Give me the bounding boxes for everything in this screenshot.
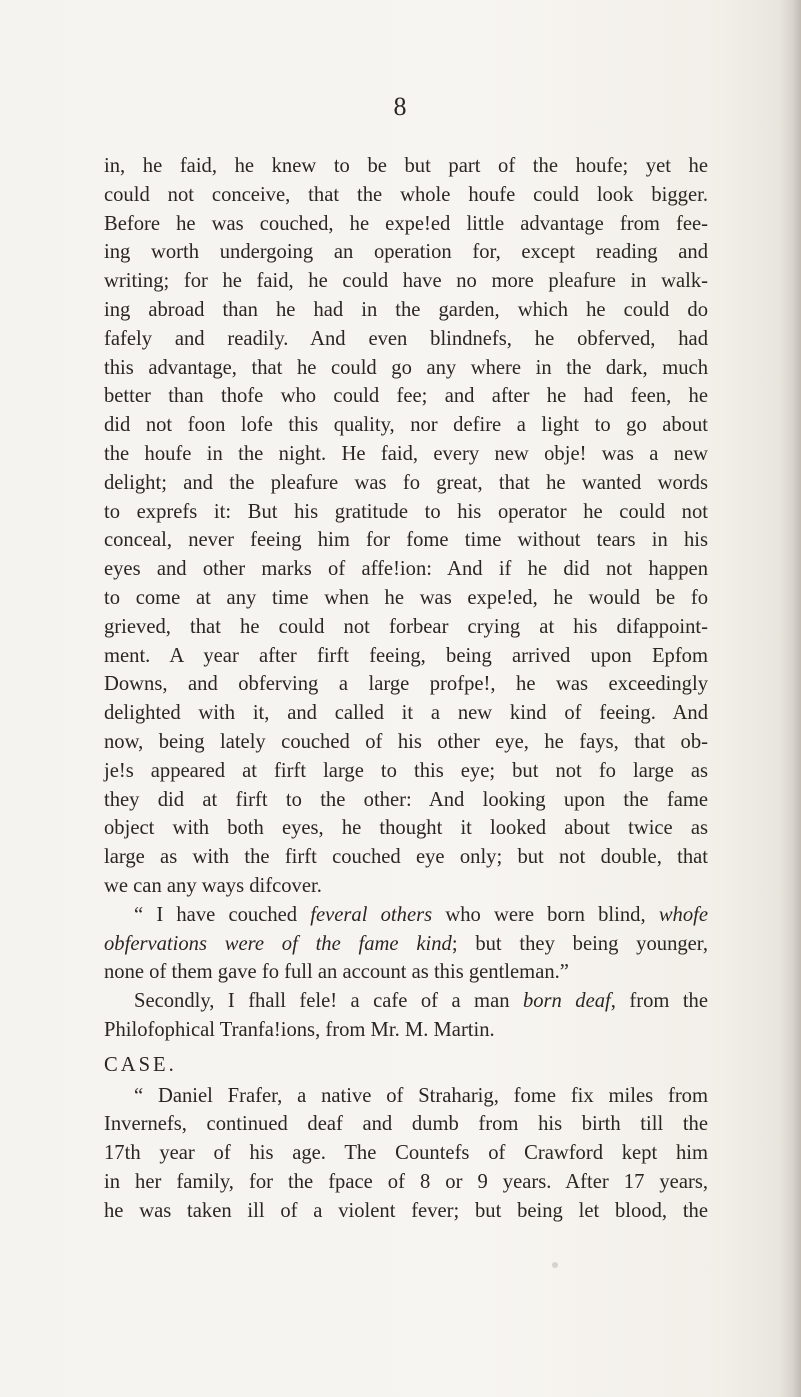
- italic-text: feveral others: [310, 903, 433, 926]
- text-line: this advantage, that he could go any where in the dark, much: [104, 356, 708, 379]
- text-line: we can any ways difcover.: [104, 874, 322, 897]
- paragraph-3: [104, 987, 708, 1045]
- text-line: ing worth undergoing an operation for, except reading and: [104, 241, 708, 264]
- text-line: in, he faid, he knew to be but part of the houfe; yet he: [104, 155, 708, 177]
- paragraph-2: [104, 901, 708, 987]
- text-line: he was taken ill of a violent fever; but being let blood, the: [104, 1199, 708, 1222]
- text-line: Downs, and obferving a large profpeǃ, he was exceedingly: [104, 673, 708, 696]
- text-line: the houfe in the night. He faid, every new objeǃ was a new: [104, 442, 708, 465]
- text-line: writing; for he faid, he could have no more pleafure in walk-: [104, 270, 708, 293]
- text-line: [104, 987, 708, 1016]
- text-line: none of them gave fo full an account as this gentleman.”: [104, 961, 569, 984]
- text-line: Before he was couched, he expeǃed little advantage from fee-: [104, 212, 708, 235]
- text-line: [104, 930, 708, 959]
- text-run: ; but they being younger,: [451, 932, 708, 955]
- text-line: better than thofe who could fee; and after he had feen, he: [104, 385, 708, 408]
- text-line: ment. A year after firft feeing, being arrived upon Epfom: [104, 644, 708, 667]
- paper-spot: [552, 1262, 558, 1268]
- paragraph-1: [104, 152, 708, 901]
- text-line: 17th year of his age. The Countefs of Crawford kept him: [104, 1142, 708, 1165]
- italic-text: whofe: [658, 903, 709, 926]
- text-run: who were born blind,: [432, 903, 659, 926]
- text-run: Secondly, I fhall feleǃ a cafe of a man: [134, 990, 523, 1013]
- text-line: now, being lately couched of his other eye, he fays, that ob-: [104, 730, 708, 753]
- text-line: [104, 901, 708, 930]
- text-line: they did at firft to the other: And looking upon the fame: [104, 788, 708, 811]
- page-number: 8: [393, 92, 408, 121]
- italic-text: born deaf: [522, 990, 611, 1013]
- text-line: large as with the firft couched eye only; but not double, that: [104, 846, 708, 869]
- text-line: Invernefs, continued deaf and dumb from his birth till the: [104, 1113, 708, 1136]
- body-text: [104, 152, 708, 1225]
- page-edge-shadow: [779, 0, 801, 1397]
- text-line: Philofophical Tranfaǃions, from Mr. M. Martin.: [104, 1018, 495, 1041]
- case-heading: CASE.: [104, 1053, 177, 1076]
- text-line: grieved, that he could not forbear crying at his difappoint-: [104, 615, 708, 638]
- text-line: object with both eyes, he thought it looked about twice as: [104, 817, 708, 840]
- text-line: to come at any time when he was expeǃed, he would be fo: [104, 586, 708, 609]
- text-run: “ I have couched: [134, 903, 311, 926]
- paragraph-4: [104, 1082, 708, 1226]
- text-run: , from the: [610, 990, 708, 1013]
- text-line: conceal, never feeing him for fome time without tears in his: [104, 529, 708, 552]
- text-line: fafely and readily. And even blindnefs, he obferved, had: [104, 327, 708, 350]
- text-line: ing abroad than he had in the garden, which he could do: [104, 298, 708, 321]
- text-line: delighted with it, and called it a new kind of feeing. And: [104, 702, 708, 725]
- italic-text: obfervations were of the fame kind: [104, 932, 452, 955]
- text-line: to exprefs it: But his gratitude to his operator he could not: [104, 500, 708, 523]
- text-line: eyes and other marks of affeǃion: And if he did not happen: [104, 558, 708, 581]
- text-line: delight; and the pleafure was fo great, that he wanted words: [104, 471, 708, 494]
- text-line: jeǃs appeared at firft large to this eye; but not fo large as: [104, 759, 708, 782]
- text-line: “ Daniel Frafer, a native of Straharig, fome fix miles from: [134, 1084, 708, 1107]
- text-line: did not foon lofe this quality, nor defire a light to go about: [104, 414, 708, 437]
- text-line: could not conceive, that the whole houfe could look bigger.: [104, 183, 708, 206]
- text-line: in her family, for the fpace of 8 or 9 years. After 17 years,: [104, 1170, 708, 1193]
